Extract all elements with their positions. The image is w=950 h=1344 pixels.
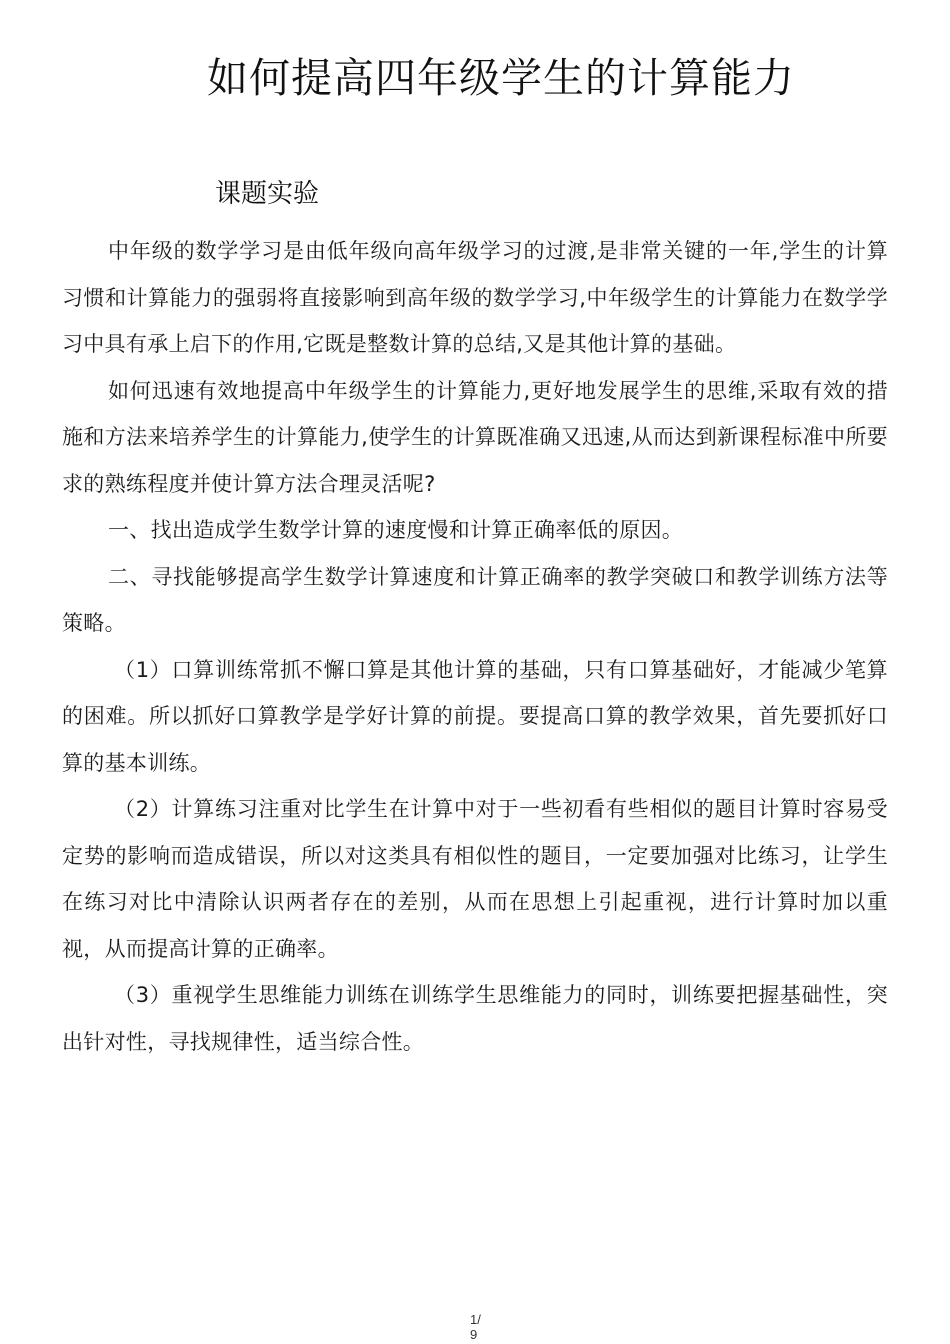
paragraph-point-two: 二、寻找能够提高学生数学计算速度和计算正确率的教学突破口和教学训练方法等策略。 xyxy=(62,564,888,635)
paragraph-intro: 中年级的数学学习是由低年级向高年级学习的过渡,是非常关键的一年,学生的计算习惯和计算能力的强弱将直接影响到高年级的数学学习,中年级学生的计算能力在数学学习中具有承上启下的作用,它既是整数计算的总结,又是其他计算的基础。 xyxy=(62,239,888,356)
page-number-footer xyxy=(0,1312,950,1342)
document-body xyxy=(62,228,888,1065)
document-subtitle: 课题实验 xyxy=(215,179,320,209)
page-number: 1/9 xyxy=(470,1312,481,1342)
document-title: 如何提高四年级学生的计算能力 xyxy=(207,54,795,102)
paragraph-question: 如何迅速有效地提高中年级学生的计算能力,更好地发展学生的思维,采取有效的措施和方法来培养学生的计算能力,使学生的计算既准确又迅速,从而达到新课程标准中所要求的熟练程度并使计算方法合理灵活呢? xyxy=(62,378,888,496)
paragraph-strategy-3: （3）重视学生思维能力训练在训练学生思维能力的同时，训练要把握基础性，突出针对性，寻找规律性，适当综合性。 xyxy=(62,983,888,1054)
paragraph-strategy-2: （2）计算练习注重对比学生在计算中对于一些初看有些相似的题目计算时容易受定势的影响而造成错误，所以对这类具有相似性的题目，一定要加强对比练习，让学生在练习对比中清除认识两者存在的差别，从而在思想上引起重视，进行计算时加以重视，从而提高计算的正确率。 xyxy=(62,797,888,961)
paragraph-point-one: 一、找出造成学生数学计算的速度慢和计算正确率低的原因。 xyxy=(108,518,684,542)
paragraph-strategy-1: （1）口算训练常抓不懈口算是其他计算的基础，只有口算基础好，才能减少笔算的困难。所以抓好口算教学是学好计算的前提。要提高口算的教学效果，首先要抓好口算的基本训练。 xyxy=(62,657,888,775)
